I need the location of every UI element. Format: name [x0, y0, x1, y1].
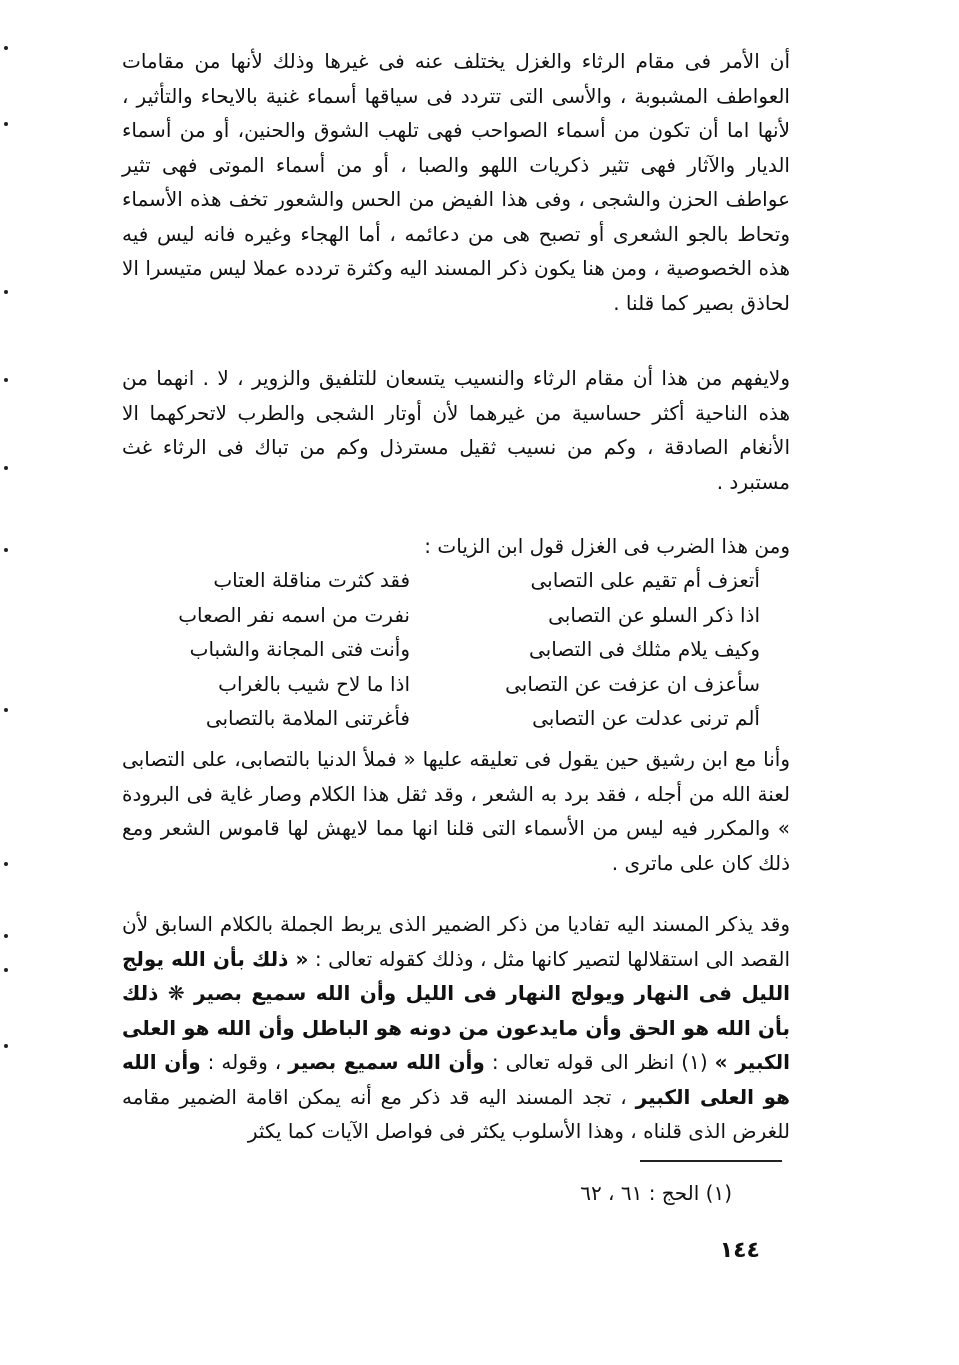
poem-verse: [140, 701, 760, 736]
margin-mark: [4, 1044, 8, 1048]
margin-mark: [4, 708, 8, 712]
quran-verse-inline: وأن الله هو العلى الكبير: [122, 1050, 790, 1109]
paragraph-5-outro: ، تجد المسند اليه قد ذكر مع أنه يمكن اقامة الضمير مقامه للغرض الذى قلناه ، وهذا الأسلوب يكثر فى فواصل الآيات كما يكثر: [122, 1084, 790, 1143]
margin-mark: [4, 548, 8, 552]
second-hemistich: فأغرتنى الملامة بالتصابى: [205, 706, 410, 730]
paragraph-5-intro: وقد يذكر المسند اليه تفاديا من ذكر الضمير الذى يربط الجملة بالكلام السابق لأن القصد الى استقلالها لتصير كانها مثل ، وذلك كقوله تعالى :: [122, 912, 791, 971]
second-hemistich: اذا ما لاح شيب بالغراب: [218, 671, 410, 696]
paragraph-2: ولايفهم من هذا أن مقام الرثاء والنسيب يتسعان للتلفيق والزوير ، لا . انهما من هذه الناحية أكثر حساسية من غيرهما لأن أوتار الشجى والطرب لاتحركهما الا الأنغام الصادقة ، وكم من نسيب ثقيل مسترذل وكم من تباك فى الرثاء غث مستبرد .: [122, 366, 790, 494]
footnote-divider: [640, 1160, 782, 1162]
poem-intro: ومن هذا الضرب فى الغزل قول ابن الزيات :: [424, 534, 790, 558]
footnote: (١) الحج : ٦١ ، ٦٢: [580, 1181, 732, 1205]
second-hemistich: نفرت من اسمه نفر الصعاب: [178, 602, 410, 627]
second-hemistich: فقد كثرت مناقلة العتاب: [213, 568, 410, 592]
paragraph-5-connector: ، وقوله :: [200, 1050, 289, 1074]
quran-verse-inline: وأن الله سميع بصير: [288, 1050, 485, 1074]
paragraph-4: وأنا مع ابن رشيق حين يقول فى تعليقه عليها « فملأ الدنيا بالتصابى، على التصابى لعنة الله من أجله ، فقد برد به الشعر ، وقد ثقل هذا الكلام وصار غاية فى البرودة » والمكرر فيه ليس من الأسماء التى قلنا انها مما لايهش لها قاموس الشعر ومع ذلك كان على ماترى .: [122, 747, 790, 875]
margin-mark: [4, 968, 8, 972]
quran-verse-quote: « ذلك بأن الله يولج الليل فى النهار ويولج النهار فى الليل وأن الله سميع بصير ❋ ذلك بأن الله هو الحق وأن مايدعون من دونه هو الباطل وأن الله هو العلى الكبير »: [122, 946, 790, 1074]
first-hemistich: اذا ذكر السلو عن التصابى: [548, 602, 760, 627]
poem-verse: [140, 667, 760, 702]
second-hemistich: وأنت فتى المجانة والشباب: [189, 637, 410, 661]
paragraph-1: أن الأمر فى مقام الرثاء والغزل يختلف عنه فى غيرها وذلك لأنها من مقامات العواطف المشبوبة ، والأسى التى تتردد فى سياقها أسماء غنية بالايحاء والتأثير ، لأنها اما أن تكون من أسماء الصواحب فهى تلهب الشوق والحنين، أو من أسماء الديار والآثار فهى تثير ذكريات اللهو والصبا ، أو من أسماء الموتى فهى تثير عواطف الحزن والشجى ، وفى هذا الفيض من الحس والشعور تخف هذه الأسماء وتحاط بالجو الشعرى أو تصبح هى من دعائمه ، أما الهجاء وغيره فانه ليس فيه هذه الخصوصية ، ومن هنا يكون ذكر المسند اليه وكثرة تردده عملا ليس متيسرا الا لحاذق بصير كما قلنا .: [122, 49, 790, 315]
page-number: ١٤٤: [719, 1238, 760, 1263]
margin-mark: [4, 862, 8, 866]
poem: [140, 563, 760, 736]
margin-mark: [4, 378, 8, 382]
first-hemistich: وكيف يلام مثلك فى التصابى: [528, 637, 760, 661]
poem-verse: [140, 563, 760, 598]
paragraph-5: [122, 907, 790, 1149]
first-hemistich: سأعزف ان عزفت عن التصابى: [505, 671, 760, 696]
margin-mark: [4, 934, 8, 938]
margin-mark: [4, 122, 8, 126]
margin-mark: [4, 46, 8, 50]
margin-mark: [4, 466, 8, 470]
footnote-reference: (١) انظر الى قوله تعالى :: [484, 1050, 715, 1074]
poem-verse: [140, 632, 760, 667]
first-hemistich: ألم ترنى عدلت عن التصابى: [532, 706, 760, 730]
poem-verse: [140, 598, 760, 633]
margin-mark: [4, 290, 8, 294]
first-hemistich: أتعزف أم تقيم على التصابى: [530, 568, 760, 592]
